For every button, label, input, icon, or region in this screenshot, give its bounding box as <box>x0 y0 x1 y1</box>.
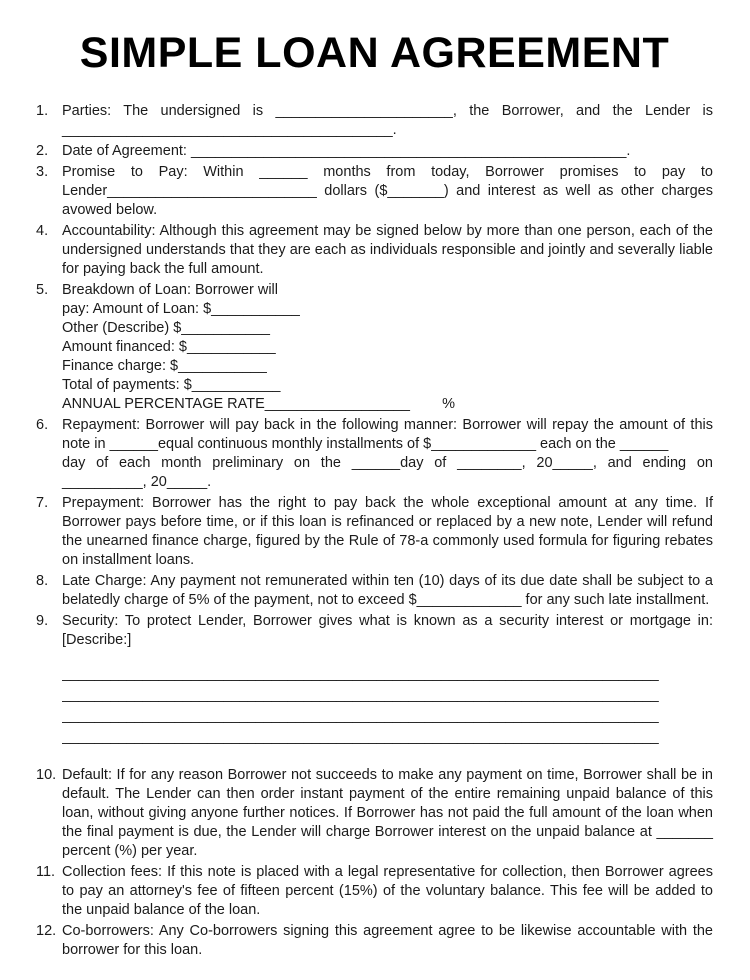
item-1-parties <box>36 102 713 140</box>
item-6-repayment <box>36 416 713 492</box>
item-paragraph: Collection fees: If this note is placed with a legal representative for collection, then Borrower agrees to pay an attorney's fee of fifteen percent (15%) of the voluntary balance. This fee will be added to the unpaid balance of the loan. <box>62 864 713 918</box>
item-3-promise-to-pay <box>36 163 713 220</box>
item-number: 11. <box>36 864 56 880</box>
document-title: SIMPLE LOAN AGREEMENT <box>79 29 670 77</box>
breakdown-line-finance-charge: Finance charge: $___________ <box>62 358 267 374</box>
item-paragraph: Late Charge: Any payment not remunerated within ten (10) days of its due date shall be subject to a belatedly charge of 5% of the payment, not to exceed $_____________ for any such late installment. <box>62 573 713 608</box>
item-number: 5. <box>36 282 49 298</box>
breakdown-line-amount-financed: Amount financed: $___________ <box>62 339 276 355</box>
item-number: 8. <box>36 573 49 589</box>
item-paragraph: Accountability: Although this agreement may be signed below by more than one person, each of the undersigned understands that they are each as individuals responsible and jointly and severally liable for paying back the full amount. <box>62 223 713 277</box>
item-11-collection-fees <box>36 863 713 920</box>
item-number: 12. <box>36 923 57 939</box>
item-number: 9. <box>36 613 49 629</box>
item-number: 3. <box>36 164 49 180</box>
item-paragraph: Security: To protect Lender, Borrower gives what is known as a security interest or mortgage in: [Describe:] <box>62 613 713 648</box>
item-number: 4. <box>36 223 49 239</box>
item-8-late-charge <box>36 572 713 610</box>
fill-in-line: __________________________________________________________________________ <box>62 687 659 703</box>
item-paragraph: Repayment: Borrower will pay back in the following manner: Borrower will repay the amount of this note in ______equal continuous monthly installments of $_____________ each on the ______ <box>62 417 713 452</box>
item-12-co-borrowers <box>36 922 713 960</box>
item-paragraph: Default: If for any reason Borrower not succeeds to make any payment on time, Borrower shall be in default. The Lender can then order instant payment of the entire remaining unpaid balance of this loan, without giving anyone further notices. If Borrower has not paid the full amount of the loan when the final payment is due, the Lender will charge Borrower interest on the unpaid balance at _______ percent (%) per year. <box>62 767 713 859</box>
fill-in-line: __________________________________________________________________________ <box>62 708 659 724</box>
item-9-security <box>36 612 713 760</box>
item-4-accountability <box>36 222 713 279</box>
item-number: 10. <box>36 767 57 783</box>
item-paragraph: Date of Agreement: ______________________________________________________. <box>62 143 631 159</box>
item-2-date-of-agreement <box>36 142 713 161</box>
item-7-prepayment <box>36 494 713 570</box>
fill-in-line: __________________________________________________________________________ <box>62 729 659 745</box>
item-number: 2. <box>36 143 49 159</box>
breakdown-line-other: Other (Describe) $___________ <box>62 320 270 336</box>
item-paragraph: Promise to Pay: Within ______ months from today, Borrower promises to pay to Lender__________________________ dollars ($_______) and interest as well as other charges avowed below. <box>62 164 713 218</box>
item-paragraph: Co-borrowers: Any Co-borrowers signing this agreement agree to be likewise accountable with the borrower for this loan. <box>62 923 713 958</box>
breakdown-line-amount-of-loan: pay: Amount of Loan: $___________ <box>62 301 300 317</box>
item-5-breakdown-of-loan <box>36 281 713 414</box>
item-paragraph: Prepayment: Borrower has the right to pay back the whole exceptional amount at any time. If Borrower pays before time, or if this loan is refinanced or replaced by a new note, Lender will refund the unearned finance charge, figured by the Rule of 78-a commonly used formula for figuring rebates on installment loans. <box>62 495 713 568</box>
fill-in-line: __________________________________________________________________________ <box>62 666 659 682</box>
security-describe-blanks <box>62 664 713 748</box>
item-paragraph: Parties: The undersigned is ______________________, the Borrower, and the Lender is _________________________________________. <box>62 103 713 138</box>
item-10-default <box>36 766 713 861</box>
breakdown-line-total-payments: Total of payments: $___________ <box>62 377 281 393</box>
item-number: 7. <box>36 495 49 511</box>
item-paragraph: day of each month preliminary on the ______day of ________, 20_____, and ending on __________, 20_____. <box>62 455 713 490</box>
breakdown-line: Breakdown of Loan: Borrower will <box>62 282 278 298</box>
item-number: 1. <box>36 103 49 119</box>
item-number: 6. <box>36 417 49 433</box>
breakdown-line-apr: ANNUAL PERCENTAGE RATE__________________ % <box>62 396 456 412</box>
